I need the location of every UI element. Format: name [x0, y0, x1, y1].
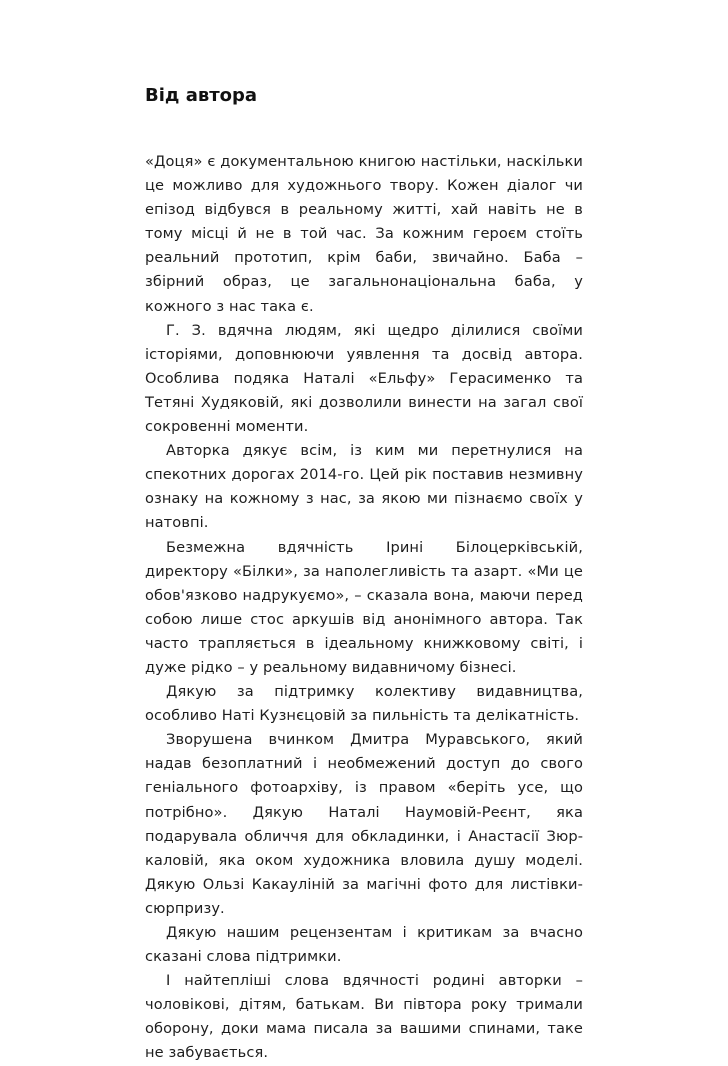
body-text	[145, 150, 583, 1066]
paragraph-gz-thanks: Г. З. вдячна людям, які щедро ділилися своїми історіями, доповнюючи уявлення та досвід автора. Особлива подяка Наталі «Ельфу» Герасименко та Тетяні Худяковій, які дозволили винести на загал свої сокровенні моменти.	[145, 321, 583, 436]
paragraph-photo-thanks: Зворушена вчинком Дмитра Муравського, який надав безоплатний і необмежений доступ до свого геніального фотоархіву, із правом «беріть усе, що потрібно». Дякую Наталі Наумовій-Реєнт, яка подарувала обличчя для обкладинки, і Анастасії Зюркаловій, яка оком художника вловила душу моделі. Дякую Ользі Какауліній за магічні фото для листівки-сюрпризу.	[145, 731, 583, 917]
page-heading: Від автора	[145, 85, 258, 106]
paragraph-reviewers-thanks: Дякую нашим рецензентам і критикам за вчасно сказані слова підтримки.	[145, 924, 583, 966]
paragraph-director-thanks: Безмежна вдячність Ірині Білоцерківській, директору «Білки», за наполегливість та азарт. «Ми це обов'язково надрукуємо», – сказала вона, маючи перед собою лише стос аркушів від анонімного автора. Так часто трапляється в ідеальному книжковому світі, і дуже рідко – у реальному видавничому бізнесі.	[145, 538, 583, 676]
paragraph-publisher-thanks: Дякую за підтримку колективу видавництва, особливо Наті Кузнєцовій за пильність та делікатність.	[145, 683, 583, 725]
paragraph-family-thanks: І найтепліші слова вдячності родині авторки – чоловікові, дітям, батькам. Ви півтора року тримали оборону, доки мама писала за вашими спинами, таке не забувається.	[145, 972, 583, 1062]
paragraph-2014-thanks: Авторка дякує всім, із ким ми перетнулися на спекотних дорогах 2014-го. Цей рік поставив незмивну ознаку на кожному з нас, за якою ми пізнаємо своїх у натовпі.	[145, 442, 583, 532]
paragraph-intro: «Доця» є документальною книгою настільки, наскільки це можливо для художнього твору. Кожен діалог чи епізод відбувся в реальному житті, хай навіть не в тому місці й не в той час. За кожним героєм стоїть реальний прототип, крім баби, звичайно. Баба – збірний образ, це загальнонаціональна баба, у кожного з нас така є.	[145, 153, 583, 315]
